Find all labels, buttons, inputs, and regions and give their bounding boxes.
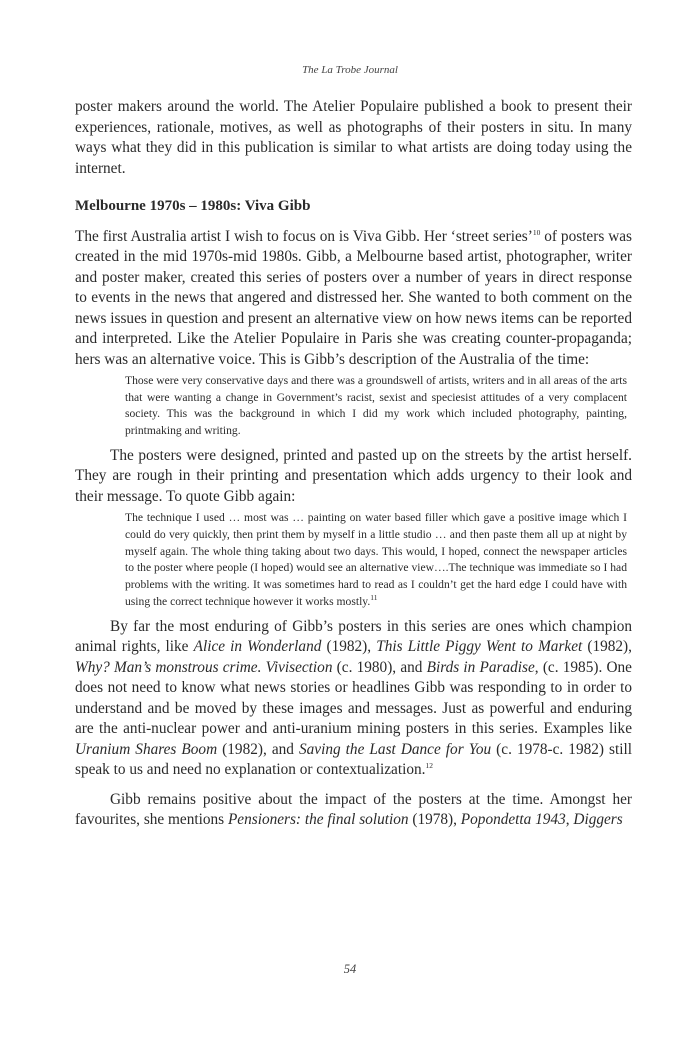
running-title: The La Trobe Journal xyxy=(302,64,398,76)
artwork-title: Diggers xyxy=(573,811,623,829)
section-heading: Melbourne 1970s – 1980s: Viva Gibb xyxy=(75,198,311,214)
artwork-title: Birds in Paradise xyxy=(426,658,535,676)
paragraph xyxy=(75,790,632,831)
paragraph: poster makers around the world. The Atelier Populaire published a book to present their experiences, rationale, motives, as well as photographs of their posters in situ. In many ways what they did in this publication is similar to what artists are doing today using the internet. xyxy=(75,98,632,177)
text: (1982), and xyxy=(217,740,299,758)
text: , (c. 1985). One does not need to know what news stories or headlines Gibb was responding to in order to understand and be moved by these images and messages. Just as powerful and enduring are the anti-nuclear power and anti-uranium mining posters in this series. Examples like xyxy=(75,658,632,738)
footnote-ref: 10 xyxy=(532,227,541,237)
text: (1978), xyxy=(408,811,461,829)
block-quote xyxy=(125,510,627,610)
text: Gibb remains positive about the impact of the posters at the time. Amongst her favourites, she mentions xyxy=(75,790,632,829)
text: The first Australia artist I wish to focus on is Viva Gibb. Her ‘street series’ xyxy=(75,227,533,245)
artwork-title: Uranium Shares Boom xyxy=(75,740,218,758)
text: (c. 1980), and xyxy=(332,658,427,676)
footnote-ref: 11 xyxy=(370,592,378,602)
artwork-title: Pensioners: the final solution xyxy=(227,811,409,829)
page-body xyxy=(75,97,632,831)
text: By far the most enduring of Gibb’s posters in this series are ones which champion animal rights, like xyxy=(75,617,632,656)
page-number: 54 xyxy=(343,962,357,976)
artwork-title: Saving the Last Dance for You xyxy=(298,740,492,758)
artwork-title: Alice in Wonderland xyxy=(193,638,322,656)
artwork-title: Popondetta 1943 xyxy=(460,811,566,829)
text: of posters was created in the mid 1970s-mid 1980s. Gibb, a Melbourne based artist, photographer, writer and poster maker, created this series of posters over a number of years in direct response to events in the news that angered and distressed her. She wanted to both comment on the news issues in question and present an alternative view on how news items can be reported and interpreted. Like the Atelier Populaire in Paris she was creating counter-propaganda; hers was an alternative voice. This is Gibb’s description of the Australia of the time: xyxy=(75,227,632,368)
artwork-title: Why? Man’s monstrous crime. Vivisection xyxy=(75,658,333,676)
block-quote: Those were very conservative days and there was a groundswell of artists, writers and in all areas of the arts that were wanting a change in Government’s racist, sexist and speciesist attitudes of a very complacent society. This was the background in which I did my work which included photography, painting, printmaking and writing. xyxy=(125,374,627,438)
text: The technique I used … most was … painting on water based filler which gave a positive image which I could do very quickly, then print them by myself in a little studio … and then paste them all up at night by myself again. The whole thing taking about two days. This would, I hoped, connect the newspaper articles to the poster where people (I hoped) would see an alternative view….The technique was immediate so I had problems with the writing. It was sometimes hard to read as I couldn’t get the hard edge I could have with using the correct technique however it works mostly. xyxy=(125,511,627,608)
paragraph xyxy=(75,227,632,371)
artwork-title: This Little Piggy Went to Market xyxy=(376,638,583,656)
paragraph xyxy=(75,617,632,781)
footnote-ref: 12 xyxy=(425,760,433,770)
text: (1982), xyxy=(321,638,377,656)
text: (1982), xyxy=(582,638,632,656)
text: (c. 1978-c. 1982) still speak to us and need no explanation or contextualization. xyxy=(75,740,632,779)
paragraph: The posters were designed, printed and pasted up on the streets by the artist herself. They are rough in their printing and presentation which adds urgency to their look and their message. To quote Gibb again: xyxy=(75,446,632,505)
text: , xyxy=(565,811,574,829)
